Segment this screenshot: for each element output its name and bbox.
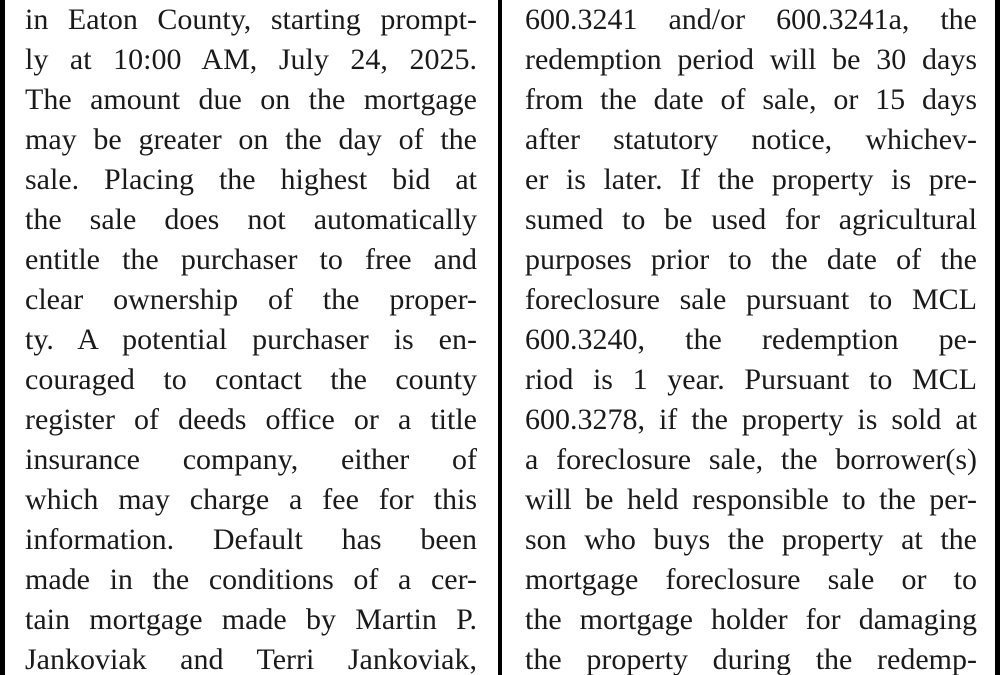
text-line: redemption period will be 30 days xyxy=(525,43,977,76)
text-line: tain mortgage made by Martin P. xyxy=(25,603,477,636)
text-line: sumed to be used for agricultural xyxy=(525,203,977,236)
text-line: in Eaton County, starting prompt- xyxy=(25,3,477,36)
text-line: foreclosure sale pursuant to MCL xyxy=(525,283,977,316)
text-line: made in the conditions of a cer- xyxy=(25,563,477,596)
text-line: purposes prior to the date of the xyxy=(525,243,977,276)
text-line: the sale does not automatically xyxy=(25,203,477,236)
text-line: the mortgage holder for damaging xyxy=(525,603,977,636)
text-line: information. Default has been xyxy=(25,523,477,556)
text-line: son who buys the property at the xyxy=(525,523,977,556)
text-line: sale. Placing the highest bid at xyxy=(25,163,477,196)
text-line: 600.3241 and/or 600.3241a, the xyxy=(525,3,977,36)
text-line: after statutory notice, whichev- xyxy=(525,123,977,156)
text-line: entitle the purchaser to free and xyxy=(25,243,477,276)
text-line: insurance company, either of xyxy=(25,443,477,476)
text-line: clear ownership of the proper- xyxy=(25,283,477,316)
text-line: Jankoviak and Terri Jankoviak, xyxy=(25,643,477,675)
text-line: mortgage foreclosure sale or to xyxy=(525,563,977,596)
text-line: couraged to contact the county xyxy=(25,363,477,396)
text-line: ty. A potential purchaser is en- xyxy=(25,323,477,356)
right-border-rule xyxy=(995,0,1000,675)
text-line: a foreclosure sale, the borrower(s) xyxy=(525,443,977,476)
text-line: may be greater on the day of the xyxy=(25,123,477,156)
text-line: ly at 10:00 AM, July 24, 2025. xyxy=(25,43,477,76)
text-line: the property during the redemp- xyxy=(525,643,977,675)
column-divider-rule xyxy=(498,0,502,675)
text-line: register of deeds office or a title xyxy=(25,403,477,436)
text-line: which may charge a fee for this xyxy=(25,483,477,516)
text-line: will be held responsible to the per- xyxy=(525,483,977,516)
text-line: er is later. If the property is pre- xyxy=(525,163,977,196)
text-line: from the date of sale, or 15 days xyxy=(525,83,977,116)
text-line: The amount due on the mortgage xyxy=(25,83,477,116)
text-line: 600.3278, if the property is sold at xyxy=(525,403,977,436)
text-line: 600.3240, the redemption pe- xyxy=(525,323,977,356)
text-line: riod is 1 year. Pursuant to MCL xyxy=(525,363,977,396)
left-border-rule xyxy=(0,0,5,675)
